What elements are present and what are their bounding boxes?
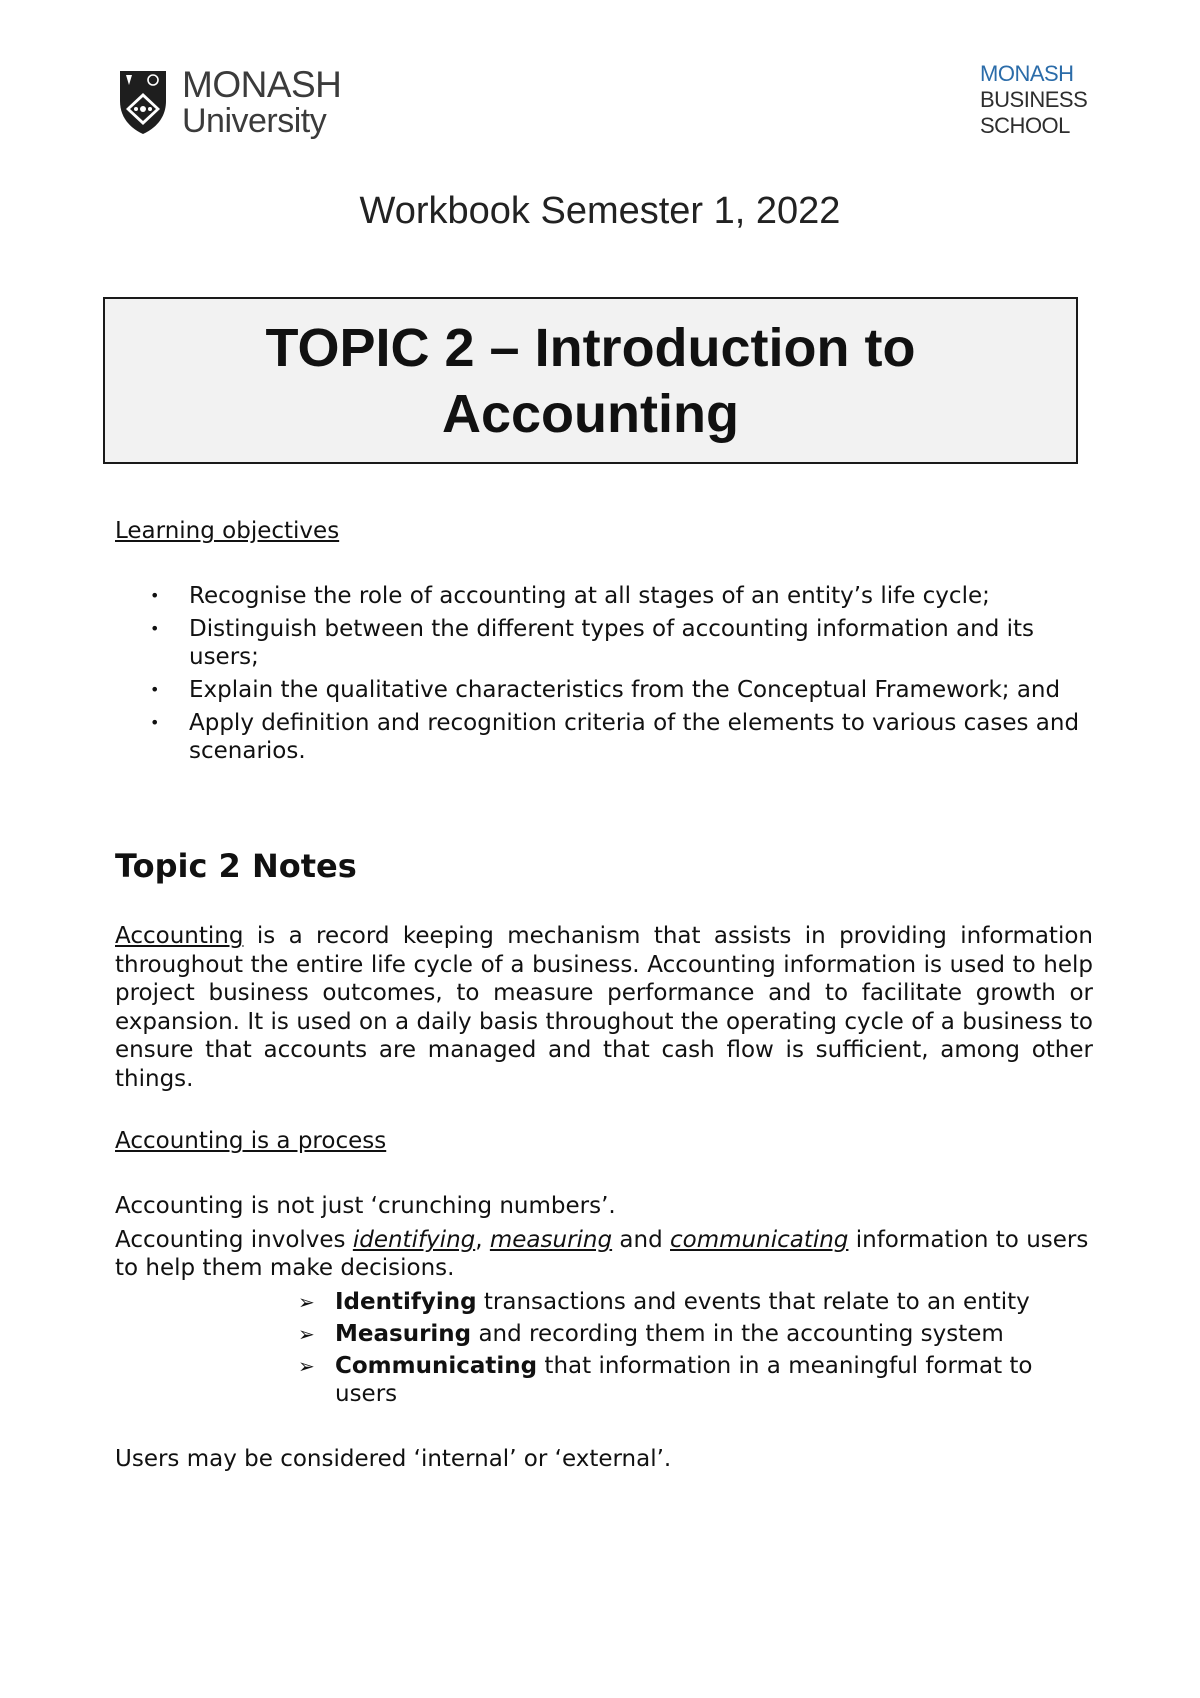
monash-university-logo <box>116 66 341 138</box>
involves-suffix: information to users to help them make decisions. <box>115 1227 1089 1281</box>
step-text: and recording them in the accounting system <box>471 1321 1004 1347</box>
objective-text: Apply definition and recognition criteria of the elements to various cases and scenarios. <box>189 710 1080 764</box>
measuring-term: measuring <box>489 1227 613 1253</box>
bullet-icon: • <box>150 680 160 699</box>
university-logo-line2: University <box>182 102 327 140</box>
business-school-logo <box>980 61 1087 139</box>
arrow-bullet-icon: ➢ <box>298 1354 315 1378</box>
list-item <box>150 676 1100 704</box>
step-term: Communicating <box>335 1353 538 1379</box>
not-just-numbers-text: Accounting is not just ‘crunching numbers’. <box>115 1193 616 1219</box>
definition-text: is a record keeping mechanism that assists in providing information throughout the entire life cycle of a business. Accounting information is used to help project business outcomes, to measure performance and to facilitate growth or expansion. It is used on a daily basis throughout the operating cycle of a business to ensure that accounts are managed and that cash flow is sufficient, among other things. <box>115 923 1093 1092</box>
step-text: that information in a meaningful format to users <box>335 1353 1033 1407</box>
university-logo-line1: MONASH <box>182 64 342 105</box>
topic-title-line2: Accounting <box>442 383 739 444</box>
process-steps-list <box>298 1288 1098 1412</box>
accounting-term: Accounting <box>115 923 244 949</box>
users-types-text: Users may be considered ‘internal’ or ‘external’. <box>115 1446 672 1472</box>
topic-title-box <box>103 297 1078 464</box>
involves-prefix: Accounting involves <box>115 1227 353 1253</box>
list-item <box>298 1352 1098 1408</box>
bullet-icon: • <box>150 713 160 732</box>
list-item <box>150 582 1100 610</box>
accounting-definition-paragraph <box>115 922 1093 1093</box>
process-heading: Accounting is a process <box>115 1128 387 1154</box>
step-text: transactions and events that relate to an entity <box>476 1289 1030 1315</box>
workbook-subtitle: Workbook Semester 1, 2022 <box>359 190 841 232</box>
list-item <box>150 615 1100 671</box>
communicating-term: communicating <box>670 1227 849 1253</box>
list-item <box>298 1320 1098 1348</box>
involves-paragraph <box>115 1226 1093 1282</box>
topic-title-line1: TOPIC 2 – Introduction to <box>265 317 916 378</box>
list-item <box>298 1288 1098 1316</box>
university-crest-icon <box>116 67 170 137</box>
step-term: Identifying <box>335 1289 477 1315</box>
identifying-term: identifying <box>352 1227 476 1253</box>
arrow-bullet-icon: ➢ <box>298 1322 315 1346</box>
bullet-icon: • <box>150 586 160 605</box>
separator: , <box>475 1227 490 1253</box>
objective-text: Distinguish between the different types of accounting information and its users; <box>189 616 1035 670</box>
objective-text: Explain the qualitative characteristics from the Conceptual Framework; and <box>189 677 1061 703</box>
notes-heading: Topic 2 Notes <box>115 847 357 885</box>
separator: and <box>612 1227 671 1253</box>
list-item <box>150 709 1100 765</box>
school-logo-line3: SCHOOL <box>980 113 1070 138</box>
learning-objectives-list <box>150 582 1100 770</box>
bullet-icon: • <box>150 619 160 638</box>
school-logo-line2: BUSINESS <box>980 87 1088 112</box>
school-logo-line1: MONASH <box>980 61 1074 86</box>
arrow-bullet-icon: ➢ <box>298 1290 315 1314</box>
objective-text: Recognise the role of accounting at all stages of an entity’s life cycle; <box>189 583 990 609</box>
learning-objectives-heading: Learning objectives <box>115 518 340 544</box>
step-term: Measuring <box>335 1321 472 1347</box>
